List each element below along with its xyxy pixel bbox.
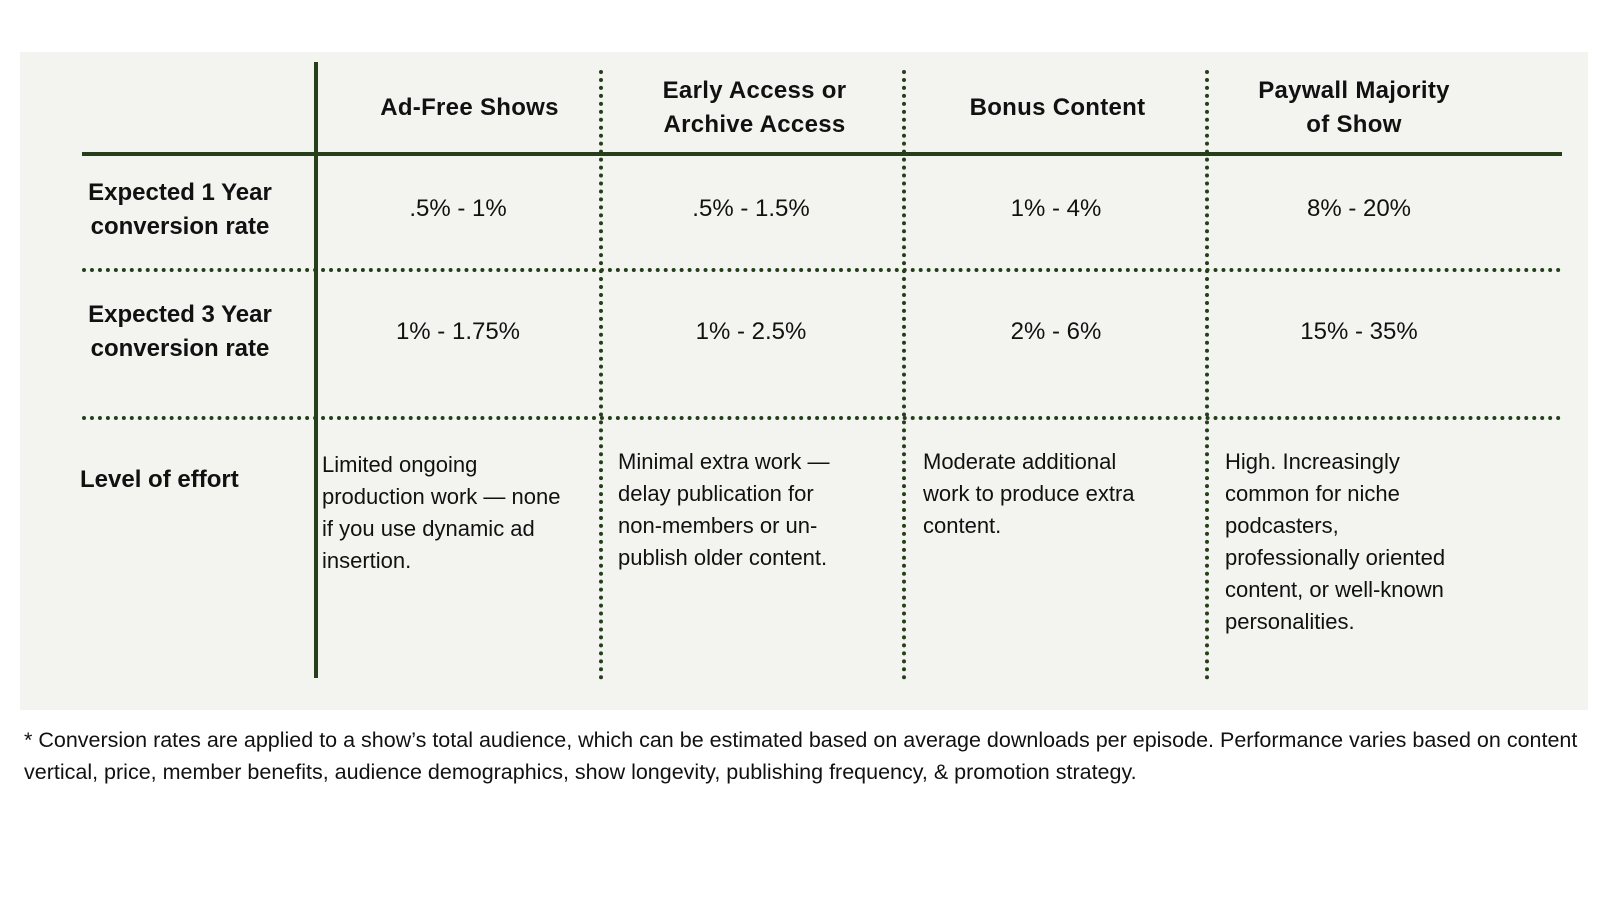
cell-3-year-early-access: 1% - 2.5%	[695, 318, 807, 345]
column-header-ad-free	[318, 66, 621, 150]
effort-line: delay publication for	[618, 481, 814, 506]
column-header-line: Archive Access	[663, 111, 846, 138]
effort-line: personalities.	[1225, 609, 1355, 634]
row-header-3-year	[60, 296, 300, 368]
effort-line: if you use dynamic ad	[322, 516, 535, 541]
column-header-line: Early Access or	[662, 77, 847, 104]
column-header-early-access	[603, 66, 906, 150]
effort-line: work to produce extra	[923, 481, 1135, 506]
footnote: * Conversion rates are applied to a show’s total audience, which can be estimated based on average downloads per episode. Performance varies based on content vertical, price, member benefits, audience demographics, show longevity, publishing frequency, & promotion strategy.	[24, 728, 1578, 784]
effort-line: High. Increasingly	[1225, 449, 1400, 474]
cell-1-year-paywall: 8% - 20%	[1306, 195, 1412, 222]
effort-line: insertion.	[322, 548, 412, 573]
row-header-line: Expected 3 Year	[88, 301, 272, 328]
column-header-paywall	[1209, 66, 1499, 150]
row-header-line: conversion rate	[90, 213, 270, 240]
column-header-bonus-content	[906, 66, 1209, 150]
cell-effort-ad-free	[322, 449, 600, 577]
effort-line: podcasters,	[1225, 513, 1339, 538]
column-header-divider	[82, 152, 1562, 156]
comparison-table	[20, 52, 1588, 710]
row-header-1-year	[60, 160, 300, 260]
cell-effort-bonus-content	[923, 446, 1203, 542]
cell-effort-paywall	[1225, 446, 1515, 638]
effort-line: content, or well-known	[1225, 577, 1444, 602]
row-divider-1	[82, 268, 1562, 272]
cell-1-year-bonus-content: 1% - 4%	[1010, 195, 1102, 222]
effort-line: production work — none	[322, 484, 561, 509]
effort-line: Minimal extra work —	[618, 449, 830, 474]
cell-3-year-ad-free: 1% - 1.75%	[395, 318, 521, 345]
cell-effort-early-access	[618, 446, 898, 574]
effort-line: non-members or un-	[618, 513, 818, 538]
cell-3-year-bonus-content: 2% - 6%	[1010, 318, 1102, 345]
column-header-line: of Show	[1306, 111, 1402, 138]
effort-line: professionally oriented	[1225, 545, 1446, 570]
row-divider-2	[82, 416, 1562, 420]
cell-3-year-paywall: 15% - 35%	[1300, 318, 1418, 345]
row-header-line: conversion rate	[90, 335, 270, 362]
column-header-line: Ad-Free Shows	[380, 94, 559, 121]
effort-line: content.	[923, 513, 1002, 538]
effort-line: publish older content.	[618, 545, 828, 570]
row-header-line: Expected 1 Year	[88, 179, 272, 206]
effort-line: Moderate additional	[923, 449, 1117, 474]
cell-1-year-early-access: .5% - 1.5%	[692, 195, 810, 222]
row-header-level-of-effort: Level of effort	[80, 466, 239, 493]
effort-line: Limited ongoing	[322, 452, 478, 477]
column-header-line: Paywall Majority	[1258, 77, 1450, 104]
column-header-line: Bonus Content	[969, 94, 1146, 121]
effort-line: common for niche	[1225, 481, 1400, 506]
cell-1-year-ad-free: .5% - 1%	[409, 195, 507, 222]
